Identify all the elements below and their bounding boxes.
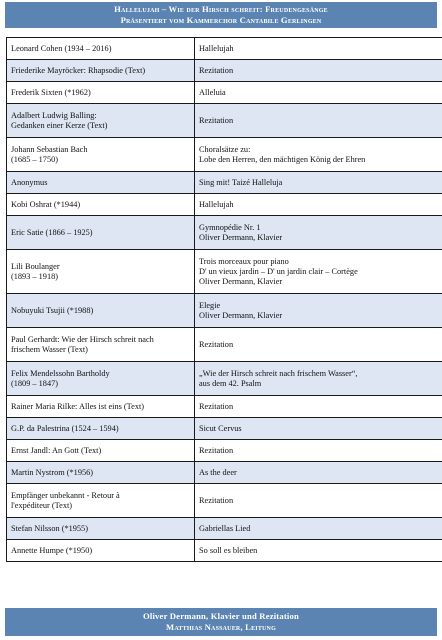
composer-cell	[7, 462, 195, 484]
composer-cell	[7, 104, 195, 138]
program-row	[7, 418, 442, 440]
concert-subtitle: Präsentiert vom Kammerchor Cantabile Gerlingen	[120, 15, 322, 25]
composer-text: Martin Nystrom (*1956)	[11, 467, 94, 477]
work-cell	[195, 518, 442, 540]
header-banner	[5, 2, 437, 28]
concert-title: Hallelujah – Wie der Hirsch schreit: Freudengesänge	[114, 4, 328, 14]
program-row	[7, 38, 442, 60]
work-text: Rezitation	[199, 65, 234, 75]
composer-text: Empfänger unbekannt - Retour à l'expéditeur (Text)	[11, 490, 120, 510]
composer-text: Leonard Cohen (1934 – 2016)	[11, 43, 112, 53]
composer-text: Lili Boulanger (1893 – 1918)	[11, 261, 60, 281]
composer-cell	[7, 172, 195, 194]
program-row	[7, 216, 442, 250]
composer-text: Johann Sebastian Bach (1685 – 1750)	[11, 144, 88, 164]
program-table-body	[7, 38, 442, 562]
composer-text: Kobi Oshrat (*1944)	[11, 199, 81, 209]
work-cell	[195, 362, 442, 396]
composer-text: Stefan Nilsson (*1955)	[11, 523, 88, 533]
composer-text: Ernst Jandl: An Gott (Text)	[11, 445, 102, 455]
work-text: Hallelujah	[199, 199, 234, 209]
program-row	[7, 540, 442, 562]
work-cell	[195, 328, 442, 362]
composer-cell	[7, 194, 195, 216]
program-row	[7, 362, 442, 396]
composer-cell	[7, 418, 195, 440]
program-row	[7, 60, 442, 82]
program-row	[7, 518, 442, 540]
work-text: Elegie Oliver Dermann, Klavier	[199, 300, 283, 320]
composer-text: Anonymus	[11, 177, 48, 187]
work-cell	[195, 138, 442, 172]
composer-cell	[7, 138, 195, 172]
work-cell	[195, 540, 442, 562]
work-text: So soll es bleiben	[199, 545, 258, 555]
work-cell	[195, 462, 442, 484]
composer-text: Frederik Sixten (*1962)	[11, 87, 91, 97]
footer-banner	[5, 608, 437, 636]
work-text: Rezitation	[199, 495, 234, 505]
program-row	[7, 194, 442, 216]
work-cell	[195, 440, 442, 462]
composer-cell	[7, 440, 195, 462]
composer-text: Felix Mendelssohn Bartholdy (1809 – 1847)	[11, 368, 110, 388]
work-text: Hallelujah	[199, 43, 234, 53]
work-text: „Wie der Hirsch schreit nach frischem Wasser“, aus dem 42. Psalm	[199, 368, 358, 388]
work-cell	[195, 82, 442, 104]
composer-text: Nobuyuki Tsujii (*1988)	[11, 305, 94, 315]
composer-cell	[7, 362, 195, 396]
program-row	[7, 462, 442, 484]
work-cell	[195, 104, 442, 138]
program-row	[7, 172, 442, 194]
composer-text: Annette Humpe (*1950)	[11, 545, 93, 555]
composer-text: Rainer Maria Rilke: Alles ist eins (Text)	[11, 401, 145, 411]
work-text: Trois morceaux pour piano D' un vieux jardin – D' un jardin clair – Cortège Oliver Dermann, Klavier	[199, 256, 358, 286]
composer-text: Paul Gerhardt: Wie der Hirsch schreit nach frischem Wasser (Text)	[11, 334, 154, 354]
program-row	[7, 82, 442, 104]
work-cell	[195, 484, 442, 518]
work-text: Choralsätze zu: Lobe den Herren, den mächtigen König der Ehren	[199, 144, 366, 164]
work-text: Sing mit! Taizé Halleluja	[199, 177, 283, 187]
composer-cell	[7, 216, 195, 250]
composer-cell	[7, 396, 195, 418]
work-cell	[195, 396, 442, 418]
composer-text: Adalbert Ludwig Balling: Gedanken einer Kerze (Text)	[11, 110, 108, 130]
work-text: Gabriellas Lied	[199, 523, 251, 533]
work-text: Rezitation	[199, 115, 234, 125]
program-row	[7, 484, 442, 518]
composer-cell	[7, 328, 195, 362]
composer-text: Eric Satie (1866 – 1925)	[11, 227, 93, 237]
composer-text: G.P. da Palestrina (1524 – 1594)	[11, 423, 119, 433]
work-cell	[195, 172, 442, 194]
program-row	[7, 440, 442, 462]
composer-cell	[7, 484, 195, 518]
composer-cell	[7, 82, 195, 104]
program-row	[7, 138, 442, 172]
work-cell	[195, 38, 442, 60]
work-text: Alleluia	[199, 87, 226, 97]
work-cell	[195, 250, 442, 294]
composer-cell	[7, 540, 195, 562]
composer-cell	[7, 518, 195, 540]
work-cell	[195, 294, 442, 328]
composer-cell	[7, 294, 195, 328]
composer-cell	[7, 60, 195, 82]
program-table	[6, 37, 442, 562]
composer-text: Friederike Mayröcker: Rhapsodie (Text)	[11, 65, 146, 75]
work-text: Rezitation	[199, 339, 234, 349]
conductor-credit: Matthias Nassauer, Leitung	[166, 622, 276, 632]
work-text: Gymnopédie Nr. 1 Oliver Dermann, Klavier	[199, 222, 283, 242]
work-cell	[195, 60, 442, 82]
program-row	[7, 104, 442, 138]
program-row	[7, 294, 442, 328]
work-cell	[195, 418, 442, 440]
performer-credit: Oliver Dermann, Klavier und Rezitation	[143, 611, 299, 621]
work-text: Sicut Cervus	[199, 423, 242, 433]
composer-cell	[7, 250, 195, 294]
program-row	[7, 250, 442, 294]
work-text: As the deer	[199, 467, 237, 477]
program-row	[7, 396, 442, 418]
work-cell	[195, 216, 442, 250]
work-text: Rezitation	[199, 445, 234, 455]
work-text: Rezitation	[199, 401, 234, 411]
composer-cell	[7, 38, 195, 60]
program-row	[7, 328, 442, 362]
work-cell	[195, 194, 442, 216]
